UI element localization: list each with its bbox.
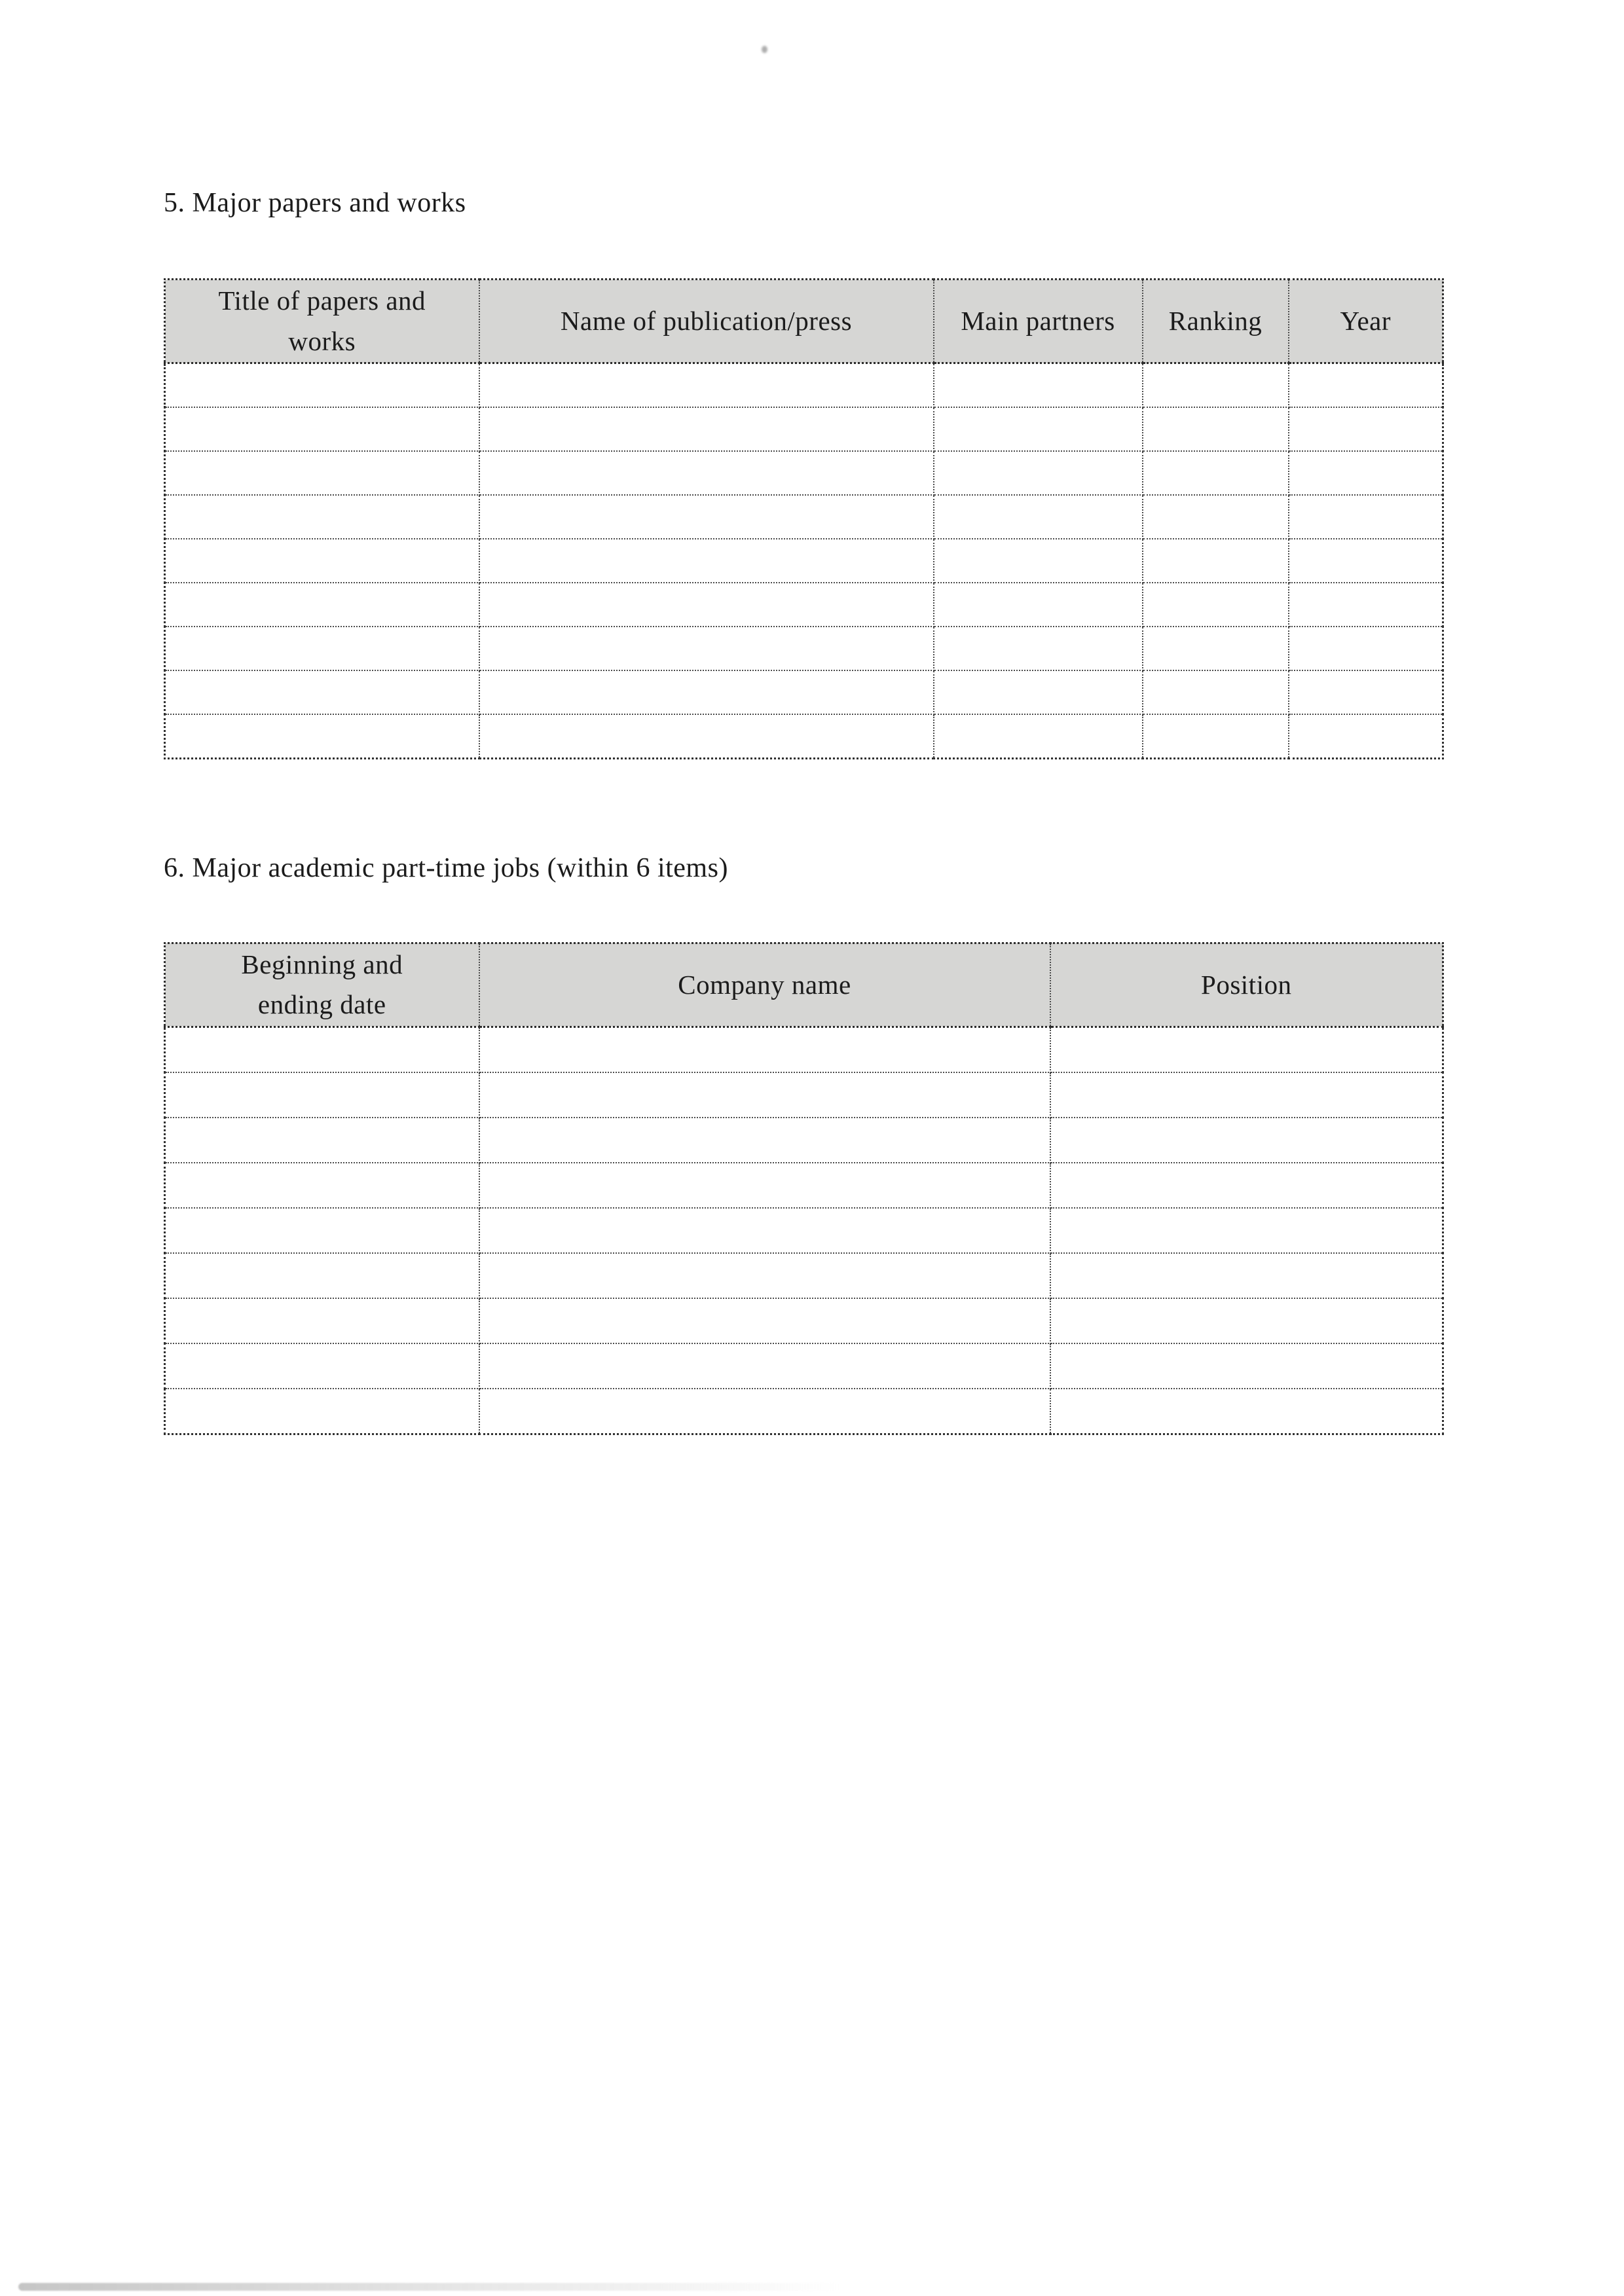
empty-cell bbox=[479, 1389, 1050, 1434]
empty-cell bbox=[479, 1163, 1050, 1208]
jobs-table-body bbox=[165, 1027, 1443, 1434]
col-position: Position bbox=[1050, 943, 1443, 1027]
empty-cell bbox=[1289, 495, 1443, 539]
empty-row bbox=[165, 583, 1443, 627]
papers-table-header-row bbox=[165, 280, 1443, 363]
empty-cell bbox=[165, 583, 479, 627]
empty-row bbox=[165, 1072, 1443, 1118]
empty-cell bbox=[165, 714, 479, 759]
col-year: Year bbox=[1289, 280, 1443, 363]
empty-cell bbox=[934, 495, 1143, 539]
empty-row bbox=[165, 714, 1443, 759]
empty-cell bbox=[479, 670, 934, 714]
empty-cell bbox=[1050, 1298, 1443, 1343]
empty-cell bbox=[934, 627, 1143, 670]
empty-row bbox=[165, 407, 1443, 451]
empty-row bbox=[165, 1163, 1443, 1208]
empty-row bbox=[165, 1118, 1443, 1163]
scan-artifact-smudge bbox=[18, 2283, 840, 2291]
empty-cell bbox=[165, 1208, 479, 1253]
empty-cell bbox=[1289, 451, 1443, 495]
empty-cell bbox=[165, 1389, 479, 1434]
empty-cell bbox=[1050, 1118, 1443, 1163]
empty-row bbox=[165, 1298, 1443, 1343]
empty-cell bbox=[1143, 495, 1289, 539]
empty-cell bbox=[1050, 1163, 1443, 1208]
empty-cell bbox=[479, 1072, 1050, 1118]
col-ranking: Ranking bbox=[1143, 280, 1289, 363]
col-title-of-papers: Title of papers and works bbox=[165, 280, 479, 363]
empty-cell bbox=[1143, 407, 1289, 451]
parttime-jobs-table bbox=[164, 942, 1444, 1435]
empty-cell bbox=[1143, 714, 1289, 759]
empty-cell bbox=[934, 714, 1143, 759]
empty-cell bbox=[1143, 583, 1289, 627]
empty-cell bbox=[479, 1343, 1050, 1389]
empty-cell bbox=[479, 1027, 1050, 1072]
empty-cell bbox=[934, 539, 1143, 583]
empty-cell bbox=[479, 714, 934, 759]
empty-cell bbox=[479, 583, 934, 627]
empty-cell bbox=[479, 451, 934, 495]
empty-row bbox=[165, 1208, 1443, 1253]
papers-table-body bbox=[165, 363, 1443, 759]
empty-cell bbox=[1050, 1343, 1443, 1389]
empty-cell bbox=[1050, 1253, 1443, 1298]
empty-cell bbox=[479, 407, 934, 451]
empty-cell bbox=[165, 1253, 479, 1298]
empty-cell bbox=[165, 451, 479, 495]
empty-cell bbox=[1289, 627, 1443, 670]
empty-cell bbox=[479, 1208, 1050, 1253]
papers-table bbox=[164, 278, 1444, 759]
empty-cell bbox=[479, 1298, 1050, 1343]
scan-artifact-dot bbox=[762, 46, 767, 53]
col-publication-name: Name of publication/press bbox=[479, 280, 934, 363]
empty-cell bbox=[165, 1027, 479, 1072]
empty-cell bbox=[479, 627, 934, 670]
empty-cell bbox=[479, 1253, 1050, 1298]
jobs-table-header-row bbox=[165, 943, 1443, 1027]
page-content bbox=[164, 187, 1442, 1435]
empty-cell bbox=[165, 1163, 479, 1208]
empty-row bbox=[165, 1253, 1443, 1298]
empty-row bbox=[165, 451, 1443, 495]
empty-cell bbox=[1143, 539, 1289, 583]
col-main-partners: Main partners bbox=[934, 280, 1143, 363]
col-company-name: Company name bbox=[479, 943, 1050, 1027]
empty-row bbox=[165, 1389, 1443, 1434]
empty-cell bbox=[165, 363, 479, 408]
empty-row bbox=[165, 363, 1443, 408]
empty-cell bbox=[165, 1118, 479, 1163]
empty-cell bbox=[1289, 714, 1443, 759]
empty-row bbox=[165, 495, 1443, 539]
empty-cell bbox=[1289, 407, 1443, 451]
empty-cell bbox=[1050, 1389, 1443, 1434]
empty-cell bbox=[1143, 451, 1289, 495]
section6-title: 6. Major academic part-time jobs (within 6 items) bbox=[164, 853, 728, 884]
empty-cell bbox=[934, 451, 1143, 495]
empty-cell bbox=[1050, 1072, 1443, 1118]
empty-cell bbox=[479, 363, 934, 408]
empty-cell bbox=[479, 539, 934, 583]
empty-cell bbox=[1289, 670, 1443, 714]
empty-cell bbox=[165, 1343, 479, 1389]
empty-cell bbox=[934, 407, 1143, 451]
empty-cell bbox=[1143, 670, 1289, 714]
empty-cell bbox=[1050, 1027, 1443, 1072]
empty-cell bbox=[165, 539, 479, 583]
empty-row bbox=[165, 627, 1443, 670]
empty-cell bbox=[165, 407, 479, 451]
empty-cell bbox=[165, 1298, 479, 1343]
empty-cell bbox=[1289, 539, 1443, 583]
empty-cell bbox=[165, 627, 479, 670]
empty-cell bbox=[1289, 363, 1443, 408]
empty-cell bbox=[479, 495, 934, 539]
empty-cell bbox=[934, 363, 1143, 408]
empty-cell bbox=[1050, 1208, 1443, 1253]
empty-cell bbox=[165, 670, 479, 714]
empty-cell bbox=[934, 670, 1143, 714]
section5-title: 5. Major papers and works bbox=[164, 188, 466, 218]
empty-row bbox=[165, 1027, 1443, 1072]
empty-cell bbox=[1289, 583, 1443, 627]
empty-cell bbox=[165, 495, 479, 539]
empty-row bbox=[165, 670, 1443, 714]
empty-row bbox=[165, 1343, 1443, 1389]
empty-cell bbox=[165, 1072, 479, 1118]
empty-cell bbox=[1143, 627, 1289, 670]
empty-row bbox=[165, 539, 1443, 583]
col-beginning-ending-date: Beginning and ending date bbox=[165, 943, 479, 1027]
empty-cell bbox=[479, 1118, 1050, 1163]
empty-cell bbox=[1143, 363, 1289, 408]
empty-cell bbox=[934, 583, 1143, 627]
